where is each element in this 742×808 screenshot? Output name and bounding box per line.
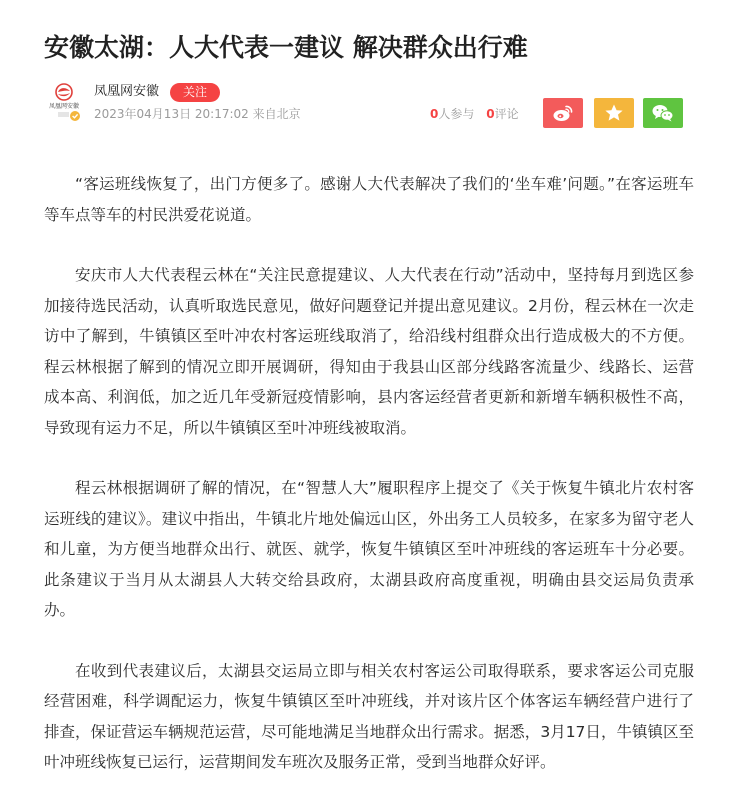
- share-weibo-button[interactable]: [543, 98, 583, 128]
- star-icon: [604, 103, 624, 123]
- source-logo-text: 凤凰网安徽: [48, 103, 80, 110]
- follow-button[interactable]: 关注: [170, 83, 220, 102]
- phoenix-logo-icon: [44, 82, 84, 122]
- source-logo[interactable]: [44, 82, 84, 122]
- article-paragraph: “客运班线恢复了，出门方便多了。感谢人大代表解决了我们的‘坐车难’问题。”在客运班车等车点等车的村民洪爱花说道。: [44, 175, 694, 224]
- participants-label: 人参与: [438, 107, 475, 121]
- participants-count: 0: [430, 107, 439, 121]
- source-name[interactable]: 凤凰网安徽: [94, 84, 160, 99]
- share-wechat-button[interactable]: [643, 98, 683, 128]
- weibo-icon: [552, 103, 574, 123]
- comments-stat[interactable]: [486, 107, 518, 121]
- participants-stat[interactable]: [430, 107, 478, 121]
- favorite-button[interactable]: [594, 98, 634, 128]
- article-stats: [430, 106, 527, 122]
- article-meta: [44, 82, 694, 130]
- article-paragraph: 安庆市人大代表程云林在“关注民意提建议、人大代表在行动”活动中，坚持每月到选区参加接待选民活动，认真听取选民意见，做好问题登记并提出意见建议。2月份，程云林在一次走访中了解到，牛镇镇区至叶冲农村客运班线取消了，给沿线村组群众出行造成极大的不方便。程云林根据了解到的情况立即开展调研，得知由于我县山区部分线路客流量少、线路长、运营成本高、利润低，加之近几年受新冠疫情影响，县内客运经营者更新和新增车辆积极性不高，导致现有运力不足，所以牛镇镇区至叶冲班线被取消。: [44, 266, 694, 437]
- comments-label: 评论: [494, 107, 519, 121]
- article-paragraph: 在收到代表建议后，太湖县交运局立即与相关农村客运公司取得联系，要求客运公司克服经营困难，科学调配运力，恢复牛镇镇区至叶冲班线，并对该片区个体客运车辆经营户进行了排查，保证营运车辆规范运营，尽可能地满足当地群众出行需求。据悉，3月17日，牛镇镇区至叶冲班线恢复已运行，运营期间发车班次及服务正常，受到当地群众好评。: [44, 661, 694, 771]
- comments-count: 0: [486, 107, 495, 121]
- publish-datetime: 2023年04月13日 20:17:02 来自北京: [94, 107, 301, 121]
- wechat-icon: [651, 103, 675, 123]
- article-paragraph: 程云林根据调研了解的情况，在“智慧人大”履职程序上提交了《关于恢复牛镇北片农村客运班线的建议》。建议中指出，牛镇北片地处偏远山区，外出务工人员较多，在家多为留守老人和儿童，为方便当地群众出行、就医、就学，恢复牛镇镇区至叶冲班线的客运班车十分必要。此条建议于当月从太湖县人大转交给县政府，太湖县政府高度重视，明确由县交运局负责承办。: [44, 479, 694, 619]
- article-title: 安徽太湖：人大代表一建议 解决群众出行难: [44, 33, 528, 62]
- article-body: [44, 169, 694, 808]
